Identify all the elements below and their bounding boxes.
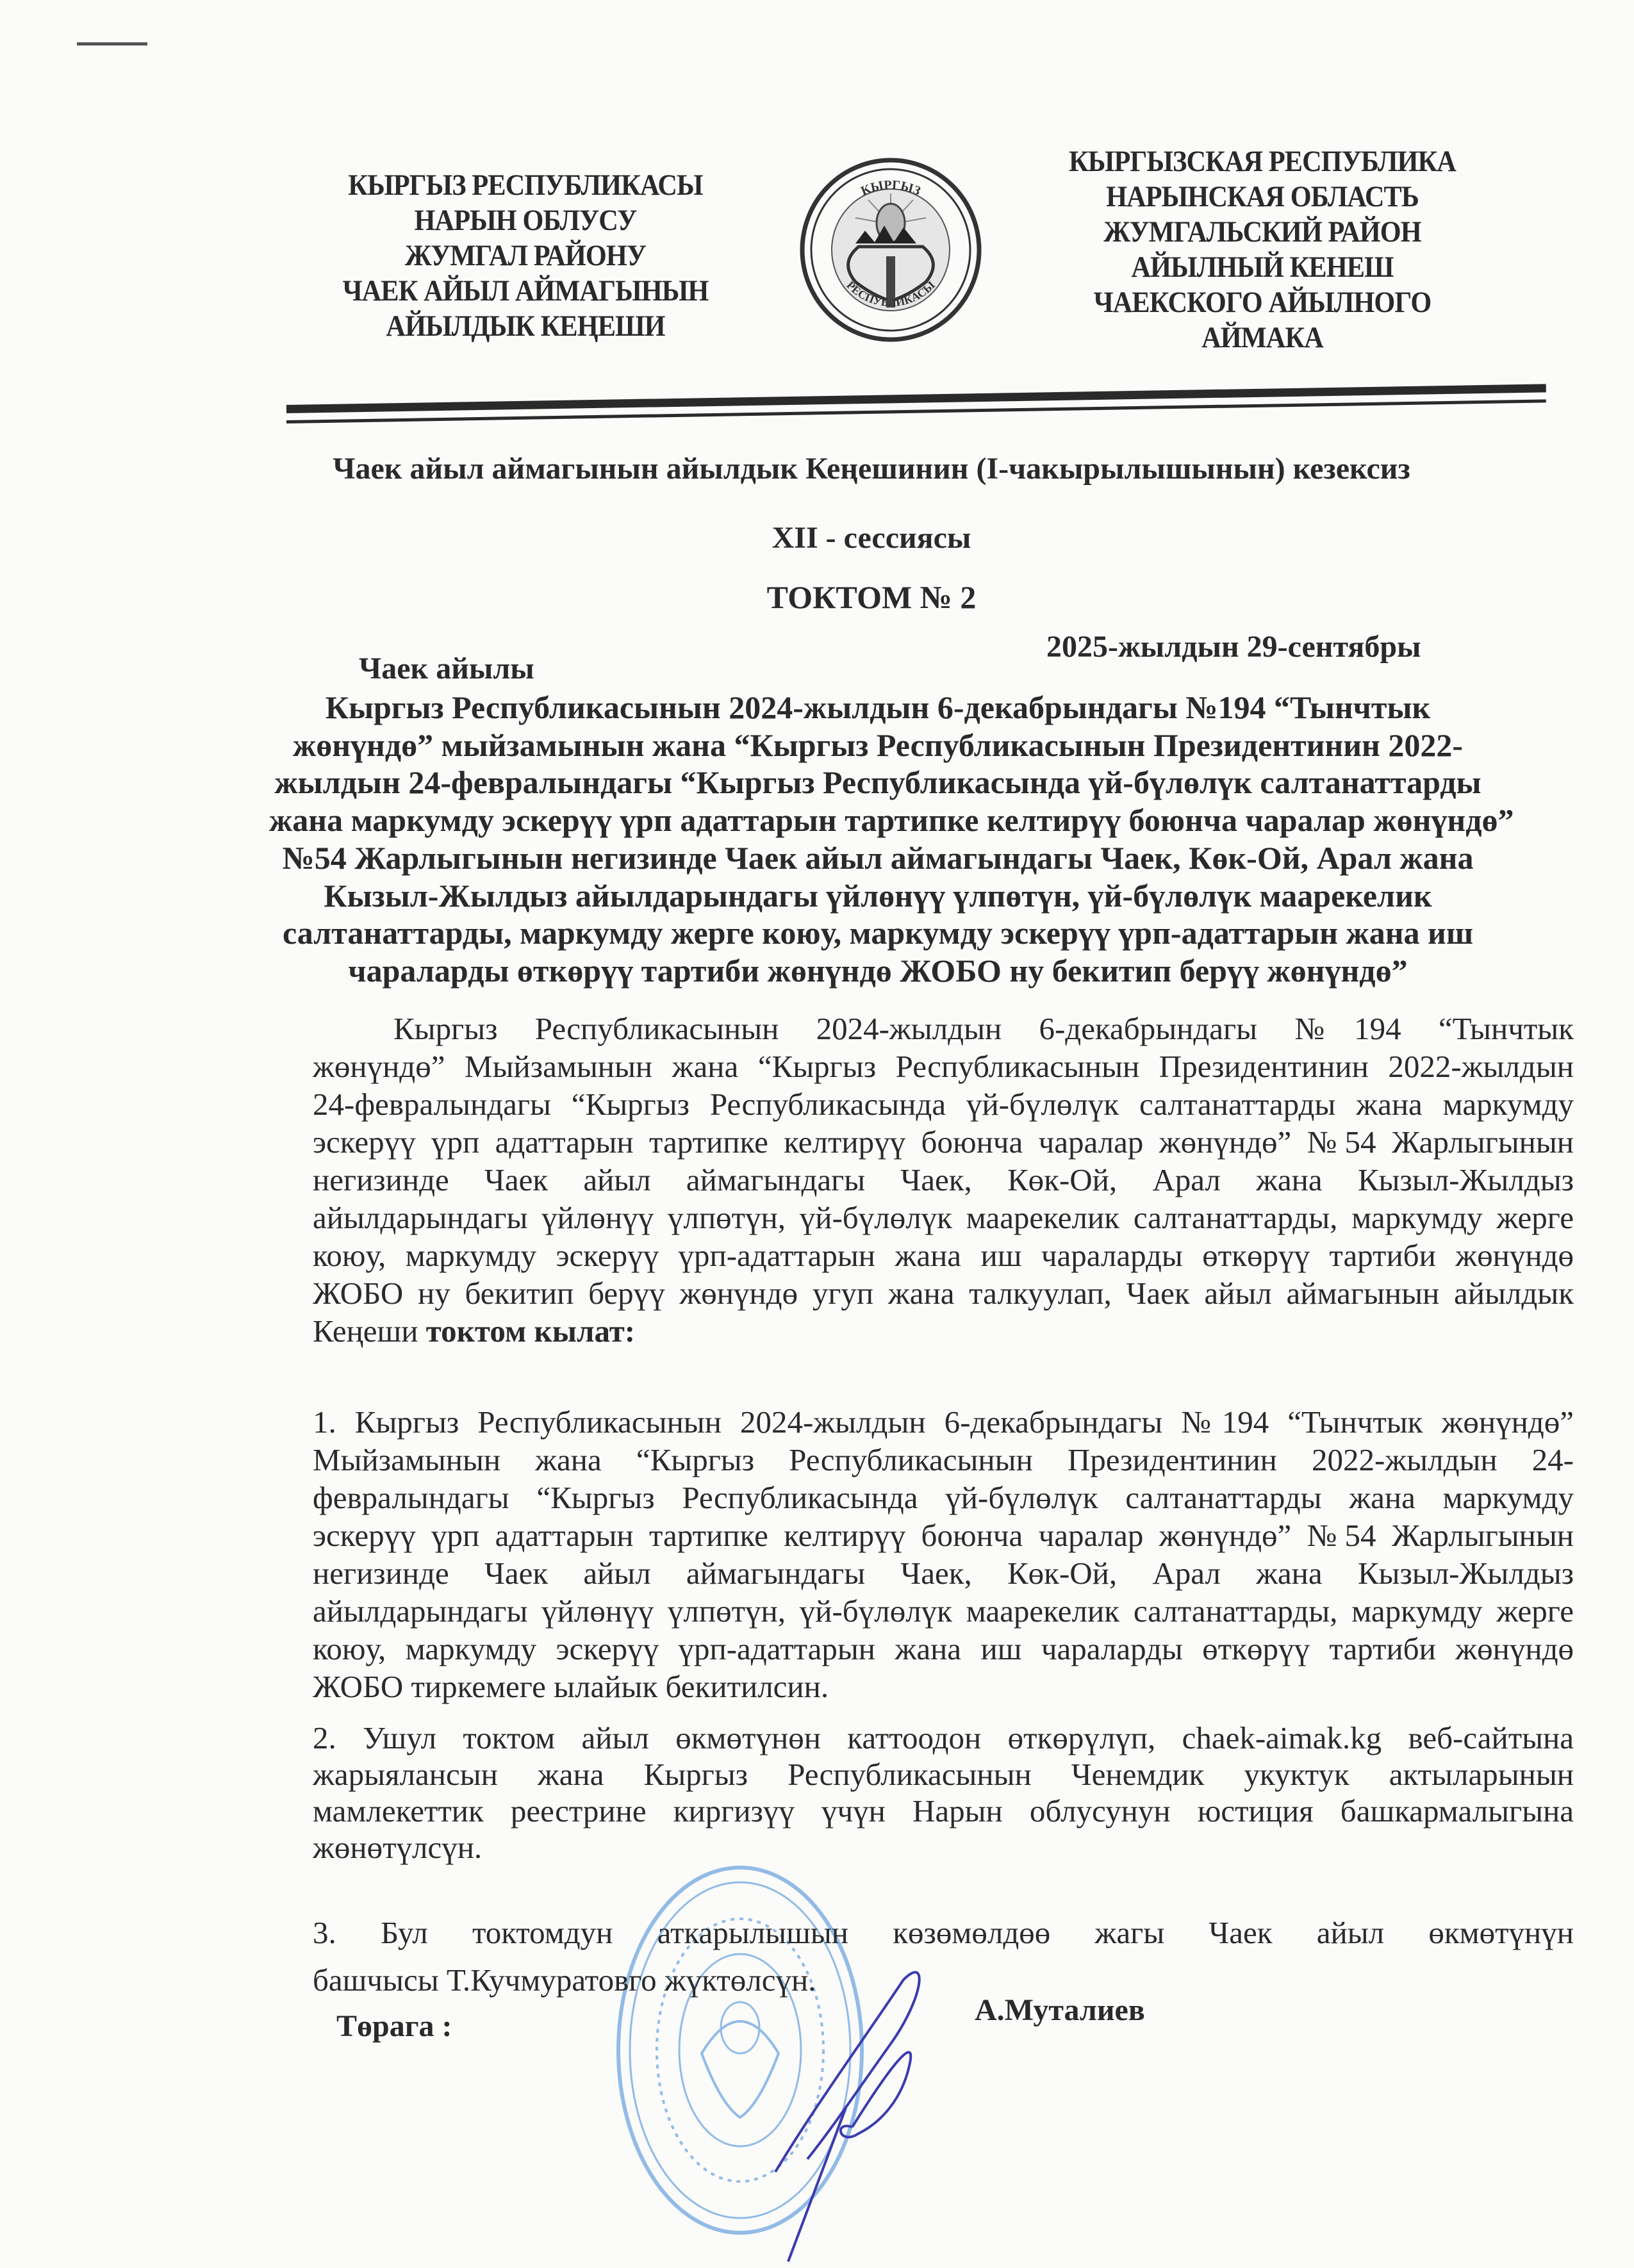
header-left xyxy=(329,168,722,344)
item-1 xyxy=(313,1403,1574,1705)
emblem-text-bottom: РЕСПУБЛИКАСЫ xyxy=(844,278,937,309)
header-left-line: КЫРГЫЗ РЕСПУБЛИКАСЫ xyxy=(348,168,703,202)
item-1-line: коюу, маркумду эскерүү үрп-адаттарын жана иш чараларды өткөрүү тартиби жөнүндө xyxy=(313,1631,1574,1666)
subject-line: жана маркумду эскерүү үрп адаттарын тартипке келтирүү боюнча чаралар жөнүндө” xyxy=(269,802,1514,839)
emblem-text-top: КЫРГЫЗ xyxy=(859,177,923,199)
item-2-line: жарыялансын жана Кыргыз Республикасынын Ченемдик укуктук актыларынын xyxy=(313,1757,1574,1792)
item-3-line: 3. Бул токтомдун аткарылышын көзөмөлдөө жагы Чаек айыл өкмөтүнүн xyxy=(313,1915,1574,1950)
item-3 xyxy=(313,1909,1574,2004)
subject-line: салтанаттарды, маркумду жерге коюу, маркумду эскерүү үрп-адаттарын жана иш xyxy=(282,915,1474,951)
subject-line: №54 Жарлыгынын негизинде Чаек айыл аймагындагы Чаек, Көк-Ой, Арал жана xyxy=(282,839,1474,876)
preamble-line: коюу, маркумду эскерүү үрп-адаттарын жана иш чараларды өткөрүү тартиби жөнүндө xyxy=(313,1238,1574,1273)
header-right-line: ЖУМГАЛЬСКИЙ РАЙОН xyxy=(1103,215,1421,249)
decree-heading: Чаек айыл аймагынын айылдык Кеңешинин (I-чакырылышынын) кезексиз xyxy=(333,452,1410,486)
header-right-line: КЫРГЫЗСКАЯ РЕСПУБЛИКА xyxy=(1069,145,1456,178)
item-1-line: Мыйзамынын жана “Кыргыз Республикасынын Президентинин 2022-жылдын 24- xyxy=(313,1442,1574,1477)
header-left-line: ЖУМГАЛ РАЙОНУ xyxy=(404,239,647,272)
header-left-line: НАРЫН ОБЛУСУ xyxy=(414,204,637,237)
item-2-line: жөнөтүлсүн. xyxy=(313,1830,483,1865)
decree-number: ТОКТОМ № 2 xyxy=(766,579,977,615)
preamble-line: айылдарындагы үйлөнүү үлпөтүн, үй-бүлөлүк маарекелик салтанаттарды, маркумду жерге xyxy=(313,1200,1574,1235)
item-2 xyxy=(313,1720,1574,1866)
item-1-line: ЖОБО тиркемеге ылайык бекитилсин. xyxy=(313,1669,829,1704)
preamble-last-text: Кеңеши xyxy=(313,1313,426,1349)
subject-line: чараларды өткөрүү тартиби жөнүндө ЖОБО ну бекитип берүү жөнүндө” xyxy=(348,952,1408,989)
subject-line: жөнүндө” мыйзамынын жана “Кыргыз Республикасынын Президентинин 2022- xyxy=(292,727,1464,763)
header-left-line: ЧАЕК АЙЫЛ АЙМАГЫНЫН xyxy=(342,274,709,308)
resolution-phrase: токтом кылат: xyxy=(425,1313,636,1349)
header-left-line: АЙЫЛДЫК КЕҢЕШИ xyxy=(386,309,665,343)
scan-mark xyxy=(77,42,147,45)
subject-line: Кызыл-Жылдыз айылдарындагы үйлөнүү үлпөтүн, үй-бүлөлүк маарекелик xyxy=(324,877,1432,914)
item-2-line: 2. Ушул токтом айыл өкмөтүнөн каттоодон өткөрүлүп, chaek-aimak.kg веб-сайтына xyxy=(313,1720,1574,1755)
preamble-paragraph xyxy=(313,1010,1574,1350)
session-label: XII - сессиясы xyxy=(772,521,971,555)
preamble-line: 24-февралындагы “Кыргыз Республикасында үй-бүлөлүк салтанаттарды жана маркумду xyxy=(313,1087,1574,1122)
item-1-line: айылдарындагы үйлөнүү үлпөтүн, үй-бүлөлүк маарекелик салтанаттарды, маркумду жерге xyxy=(313,1593,1574,1629)
place-label: Чаек айылы xyxy=(359,652,534,686)
header-right-line: НАРЫНСКАЯ ОБЛАСТЬ xyxy=(1106,180,1419,213)
preamble-line: Кыргыз Республикасынын 2024-жылдын 6-декабрындагы №194 “Тынчтык xyxy=(393,1011,1574,1046)
preamble-line-last xyxy=(313,1312,1574,1350)
subject-line: жылдын 24-февралындагы “Кыргыз Республикасында үй-бүлөлүк салтанаттарды xyxy=(274,764,1481,801)
preamble-line: ЖОБО ну бекитип берүү жөнүндө угуп жана талкуулап, Чаек айыл аймагынын айылдык xyxy=(313,1276,1574,1311)
item-1-line: 1. Кыргыз Республикасынын 2024-жылдын 6-декабрындагы №194 “Тынчтык жөнүндө” xyxy=(313,1404,1574,1440)
header-right-line: ЧАЕКСКОГО АЙЫЛНОГО xyxy=(1093,286,1432,319)
subject-block xyxy=(269,689,1514,990)
subject-line: Кыргыз Республикасынын 2024-жылдын 6-декабрындагы №194 “Тынчтык xyxy=(325,689,1431,725)
item-3-line: башчысы Т.Кучмуратовго жүктөлсүн. xyxy=(313,1962,816,1998)
preamble-line: жөнүндө” Мыйзамынын жана “Кыргыз Республикасынын Президентинин 2022-жылдын xyxy=(313,1049,1574,1084)
signatory-name: А.Муталиев xyxy=(975,1993,1145,2027)
handwritten-signature xyxy=(763,1960,929,2268)
item-1-line: февралындагы “Кыргыз Республикасында үй-бүлөлүк салтанаттарды жана маркумду xyxy=(313,1480,1574,1515)
item-2-line: мамлекеттик реестрине киргизүү үчүн Нарын облусунун юстиция башкармалыгына xyxy=(313,1793,1574,1828)
header-divider-thick xyxy=(286,384,1546,413)
preamble-line: негизинде Чаек айыл аймагындагы Чаек, Көк-Ой, Арал жана Кызыл-Жылдыз xyxy=(313,1162,1574,1197)
header-right-line: АЙМАКА xyxy=(1201,321,1323,354)
header-right-line: АЙЫЛНЫЙ КЕНЕШ xyxy=(1131,251,1394,284)
item-1-line: негизинде Чаек айыл аймагындагы Чаек, Көк-Ой, Арал жана Кызыл-Жылдыз xyxy=(313,1556,1574,1591)
signatory-role: Төрага : xyxy=(336,2009,452,2043)
header-right xyxy=(1049,144,1476,356)
item-1-line: эскерүү үрп адаттарын тартипке келтирүү боюнча чаралар жөнүндө” №54 Жарлыгынын xyxy=(313,1518,1574,1553)
state-emblem xyxy=(795,154,987,346)
date-label: 2025-жылдын 29-сентябры xyxy=(1046,630,1421,664)
preamble-line: эскерүү үрп адаттарын тартипке келтирүү боюнча чаралар жөнүндө” №54 Жарлыгынын xyxy=(313,1124,1574,1160)
